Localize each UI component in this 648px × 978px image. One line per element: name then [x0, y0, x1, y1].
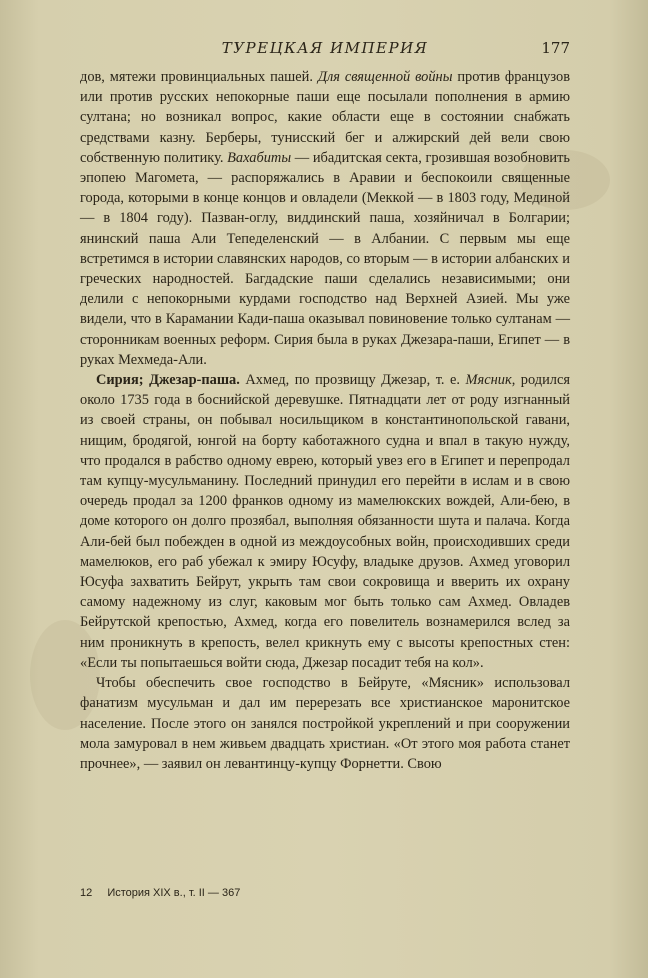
page-number: 177 [541, 39, 570, 57]
text-run: — ибадитская секта, грозившая возобновить эпопею Магомета, — распоряжались в Аравии и беспокоили священные города, которыми в конце концов и овладели (Меккой — в 1803 году, Мединой — в 1804 году). Пазван-оглу, виддинский паша, хозяйничал в Болгарии; янинский паша Али Тепеделенский — в Албании. С первым мы еще встретимся в истории славянских народов, со вторым — в истории албанских и греческих народностей. Багдадские паши сделались независимыми; они делили с непокорными курдами господство над Верхней Азией. Мы уже видели, что в Карамании Кади-паша оказывал повиновение только султанам — сторонникам военных реформ. Сирия была в руках Джезара-паши, Египет — в руках Мехмеда-Али. [80, 149, 570, 368]
running-title: ТУРЕЦКАЯ ИМПЕРИЯ [221, 39, 429, 57]
italic-text-run: Для [317, 69, 340, 85]
italic-text-run: Вахабиты [227, 149, 292, 166]
page-footer [80, 886, 570, 900]
imprint-line: История XIX в., т. II — 367 [107, 887, 241, 899]
text-run: Чтобы обеспечить свое господство в Бейруте, «Мясник» использовал фанатизм мусульман и дал им перерезать все христианское маронитское население. После этого он занялся постройкой укреплений и при сооружении мола замуровал в нем живьем двадцать христиан. «От этого моя работа станет прочнее», — заявил он левантинцу-купцу Форнетти. Свою [80, 675, 570, 772]
signature-mark: 12 [80, 887, 93, 899]
bold-text-run: Сирия; Джезар-паша. [96, 372, 240, 389]
body-text [80, 67, 570, 774]
text-run: дов, мятежи провинциальных пашей. [80, 69, 318, 85]
italic-text-run: священной войны [344, 69, 453, 85]
paragraph [80, 370, 570, 673]
text-run: , родился около 1735 года в боснийской деревушке. Пятнадцати лет от роду изгнанный из своей страны, он побывал носильщиком в константинопольской гавани, нищим, бродягой, юнгой на борту каботажного судна и впал в такую нужду, что продался в рабство одному еврею, который увез его в Египет и перепродал там купцу-мусульманину. Последний принудил его перейти в ислам и в свою очередь продал за 1200 франков одному из мамелюкских вождей, Али-бею, в доме которого он долго прозябал, выполняя обязанности шута и палача. Когда Али-бей был побежден в одной из междоусобных войн, происходивших среди мамелюков, его раб убежал к эмиру Юсуфу, владыке друзов. Ахмед уговорил Юсуфа захватить Бейрут, укрыть там свои сокровища и вверить их охрану самому надежному из слуг, каковым мог быть только сам Ахмед. Овладев Бейрутской крепостью, Ахмед, когда его повелитель вознамерился вслед за ним проникнуть в крепость, велел крикнуть ему с высоты крепостных стен: «Если ты попытаешься войти сюда, Джезар посадит тебя на кол». [80, 372, 570, 671]
text-run: против французов или против русских непокорные паши еще посылали пополнения в армию султана; но возникал вопрос, какие области еще в состоянии снабжать средствами казну. Берберы, тунисский бег и алжирский дей вели свою собственную политику. [80, 69, 570, 166]
italic-text-run: Мясник [465, 372, 512, 389]
page-header [80, 38, 570, 58]
paragraph [80, 673, 570, 774]
paragraph [80, 67, 570, 370]
text-run: Ахмед, по прозвищу Джезар, т. е. [239, 372, 466, 389]
